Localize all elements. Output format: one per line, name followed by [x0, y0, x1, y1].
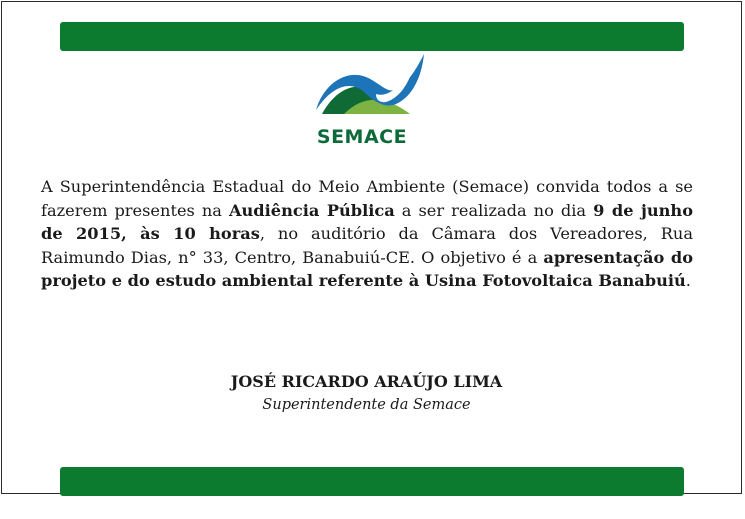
invitation-text-part-3: , no auditório da Câmara dos Vereadores, Rua Raimundo Dias, n° 33, Centro, Banabuiú-CE. O objetivo é a [41, 224, 693, 267]
invitation-text-part-4: . [685, 271, 691, 290]
top-green-bar [60, 22, 684, 51]
brand-name: SEMACE [316, 126, 408, 148]
invitation-text-part-2: a ser realizada no dia [394, 200, 594, 220]
event-type: Audiência Pública [228, 200, 395, 220]
semace-bird-icon [314, 52, 426, 124]
invitation-text [41, 175, 693, 293]
invitation-text-part-1: A Superintendência Estadual do Meio Ambiente (Semace) convida todos a se fazerem presentes na [41, 177, 693, 220]
event-purpose: apresentação do projeto e do estudo ambiental referente à Usina Fotovoltaica Banabuiú [41, 247, 693, 290]
signatory-name: JOSÉ RICARDO ARAÚJO LIMA [230, 372, 503, 391]
signatory-role: Superintendente da Semace [262, 397, 471, 413]
event-datetime: 9 de junho de 2015, às 10 horas [41, 200, 693, 243]
bottom-green-bar [60, 467, 684, 496]
semace-logo [300, 52, 440, 157]
